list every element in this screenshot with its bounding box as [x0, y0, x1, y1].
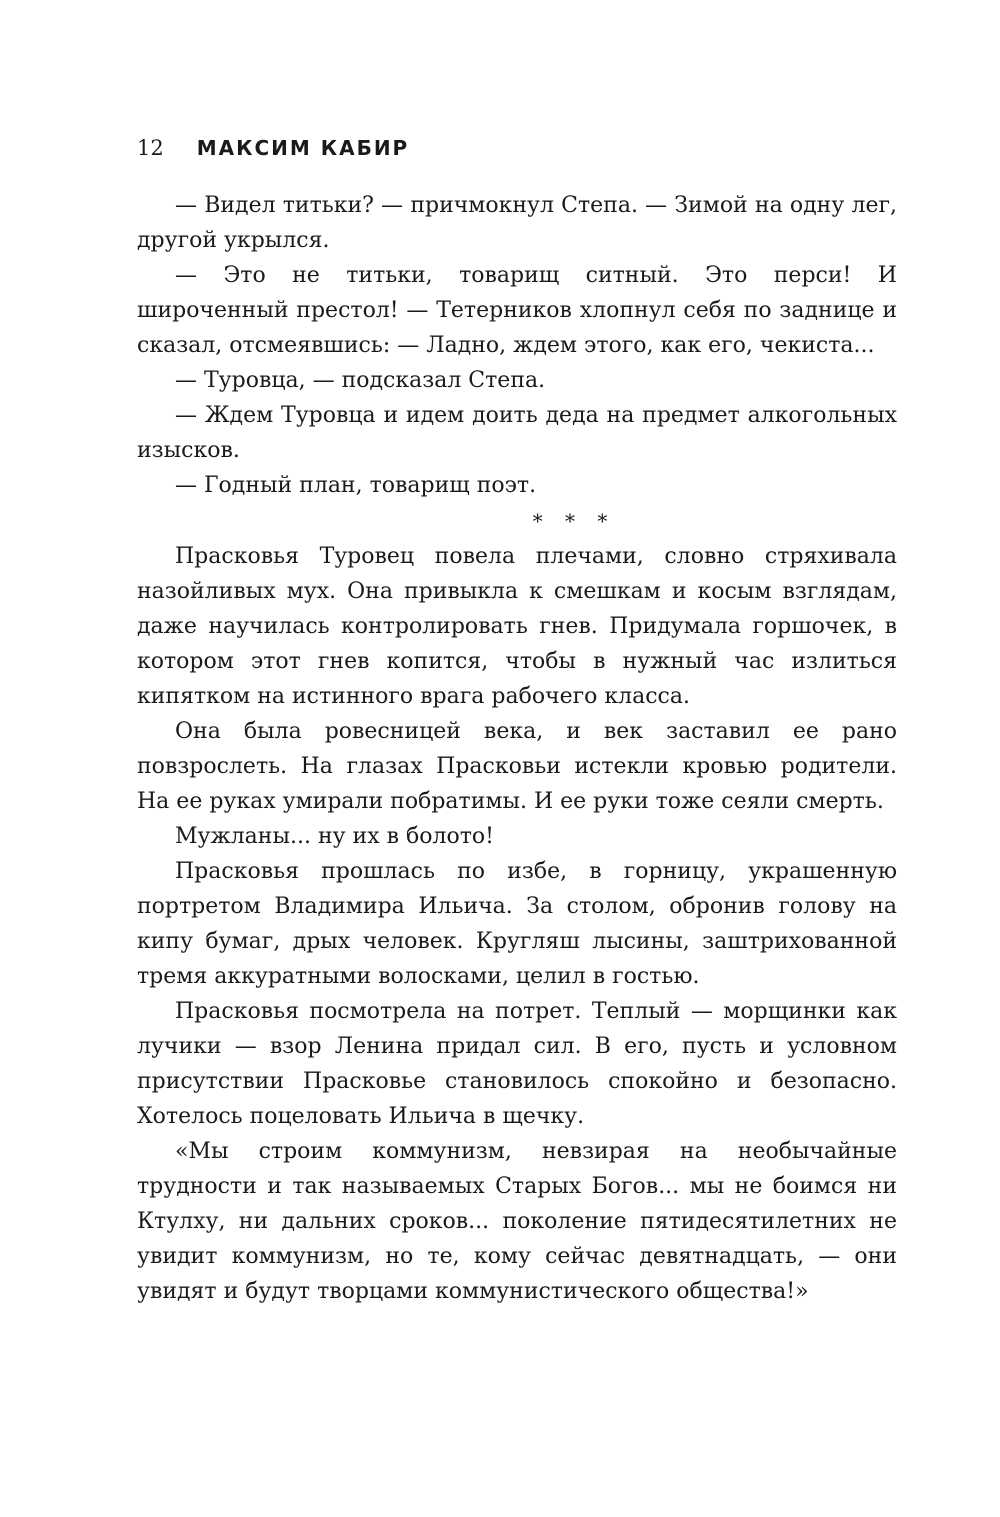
page-number: 12 — [137, 136, 164, 160]
paragraph: Прасковья прошлась по избе, в горницу, украшенную портретом Владимира Ильича. За столом, обронив голову на кипу бумаг, дрых человек. Кругляш лысины, заштрихованной тремя аккуратными волосками, целил в гостью. — [137, 859, 897, 989]
paragraph: «Мы строим коммунизм, невзирая на необычайные трудности и так называемых Старых Богов... мы не боимся ни Ктулху, ни дальних сроков... поколение пятидесятилетних не увидит коммунизм, но те, кому сейчас девятнадцать, — они увидят и будут творцами коммунистического общества!» — [137, 1139, 897, 1304]
paragraph: Прасковья посмотрела на потрет. Теплый — морщинки как лучики — взор Ленина придал сил. В его, пусть и условном присутствии Прасковье становилось спокойно и безопасно. Хотелось поцеловать Ильича в щечку. — [137, 999, 897, 1129]
running-head — [137, 136, 409, 168]
paragraph: — Видел титьки? — причмокнул Степа. — Зимой на одну лег, другой укрылся. — [137, 193, 897, 253]
paragraph: Мужланы... ну их в болото! — [175, 824, 494, 849]
body-text — [137, 188, 897, 1309]
paragraph: — Ждем Туровца и идем доить деда на предмет алкогольных изысков. — [137, 403, 897, 463]
section-separator: * * * — [532, 509, 616, 533]
paragraph: — Годный план, товарищ поэт. — [175, 473, 537, 498]
paragraph: Прасковья Туровец повела плечами, словно стряхивала назойливых мух. Она привыкла к смешкам и косым взглядам, даже научилась контролировать гнев. Придумала горшочек, в котором этот гнев копится, чтобы в нужный час излиться кипятком на истинного врага рабочего класса. — [137, 544, 897, 709]
paragraph: — Туровца, — подсказал Степа. — [175, 368, 546, 393]
paragraph: Она была ровесницей века, и век заставил ее рано повзрослеть. На глазах Прасковьи истекли кровью родители. На ее руках умирали побратимы. И ее руки тоже сеяли смерть. — [137, 719, 897, 814]
author-name: МАКСИМ КАБИР — [196, 136, 410, 160]
paragraph: — Это не титьки, товарищ ситный. Это перси! И широченный престол! — Тетерников хлопнул себя по заднице и сказал, отсмеявшись: — Ладно, ждем этого, как его, чекиста... — [137, 263, 897, 358]
